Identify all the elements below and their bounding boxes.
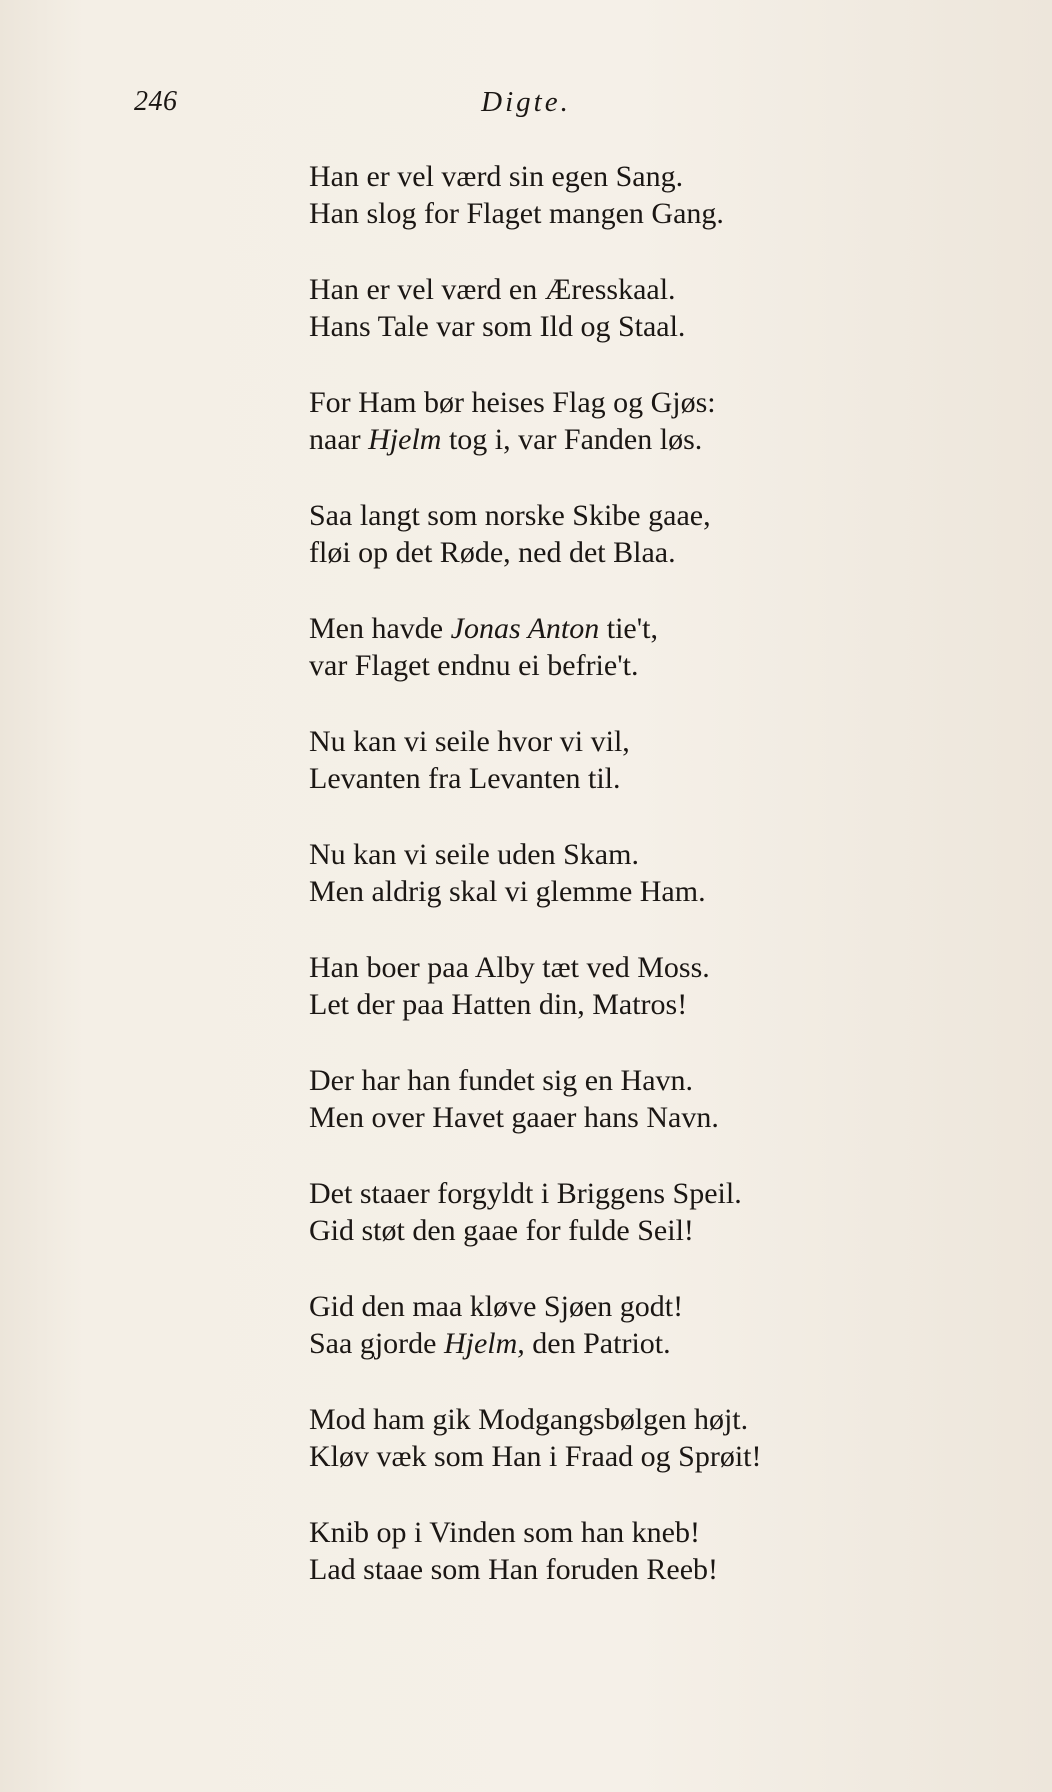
- italic-name: Jonas Anton: [450, 612, 600, 645]
- line-text: Lad staae som Han foruden Reeb!: [309, 1553, 719, 1586]
- poem-line: [309, 647, 949, 684]
- stanza: [309, 271, 949, 345]
- poem: [309, 158, 949, 1627]
- line-text: Let der paa Hatten din, Matros!: [309, 988, 688, 1021]
- line-text: Han er vel værd en Æresskaal.: [309, 273, 676, 306]
- line-text: Men over Havet gaaer hans Navn.: [309, 1101, 719, 1134]
- line-text: Levanten fra Levanten til.: [309, 762, 621, 795]
- poem-line: [309, 1401, 949, 1438]
- poem-line: [309, 497, 949, 534]
- poem-line: [309, 1175, 949, 1212]
- italic-name: Hjelm: [368, 423, 442, 456]
- poem-line: [309, 1325, 949, 1362]
- poem-line: [309, 873, 949, 910]
- line-text: Han er vel værd sin egen Sang.: [309, 160, 684, 193]
- poem-line: [309, 949, 949, 986]
- stanza: [309, 1401, 949, 1475]
- stanza: [309, 836, 949, 910]
- line-text: For Ham bør heises Flag og Gjøs:: [309, 386, 716, 419]
- line-text: Hans Tale var som Ild og Staal.: [309, 310, 686, 343]
- line-text: tog i, var Fanden løs.: [441, 423, 703, 456]
- page-number: 246: [134, 86, 178, 117]
- poem-line: [309, 1099, 949, 1136]
- line-text: var Flaget endnu ei befrie't.: [309, 649, 639, 682]
- stanza: [309, 1175, 949, 1249]
- line-text: fløi op det Røde, ned det Blaa.: [309, 536, 676, 569]
- italic-name: Hjelm,: [443, 1327, 525, 1360]
- line-text: Han slog for Flaget mangen Gang.: [309, 197, 724, 230]
- line-text: Men aldrig skal vi glemme Ham.: [309, 875, 706, 908]
- poem-line: [309, 534, 949, 571]
- line-text: Knib op i Vinden som han kneb!: [309, 1516, 700, 1549]
- poem-line: [309, 421, 949, 458]
- line-text: Gid den maa kløve Sjøen godt!: [309, 1290, 684, 1323]
- line-text: Saa langt som norske Skibe gaae,: [309, 499, 711, 532]
- line-text: Der har han fundet sig en Havn.: [309, 1064, 694, 1097]
- line-text: Det staaer forgyldt i Briggens Speil.: [309, 1177, 742, 1210]
- line-text: Nu kan vi seile uden Skam.: [309, 838, 639, 871]
- line-text: Men havde: [309, 612, 451, 645]
- line-text: naar: [309, 423, 369, 456]
- line-text: Mod ham gik Modgangsbølgen højt.: [309, 1403, 749, 1436]
- line-text: den Patriot.: [524, 1327, 671, 1360]
- poem-line: [309, 760, 949, 797]
- poem-line: [309, 308, 949, 345]
- page-header: [0, 86, 1052, 126]
- line-text: Saa gjorde: [309, 1327, 444, 1360]
- stanza: [309, 158, 949, 232]
- stanza: [309, 949, 949, 1023]
- line-text: Gid støt den gaae for fulde Seil!: [309, 1214, 694, 1247]
- poem-line: [309, 1212, 949, 1249]
- stanza: [309, 1062, 949, 1136]
- stanza: [309, 723, 949, 797]
- stanza: [309, 384, 949, 458]
- poem-line: [309, 610, 949, 647]
- poem-line: [309, 986, 949, 1023]
- poem-line: [309, 384, 949, 421]
- poem-line: [309, 1062, 949, 1099]
- stanza: [309, 1514, 949, 1588]
- stanza: [309, 497, 949, 571]
- poem-line: [309, 723, 949, 760]
- poem-line: [309, 195, 949, 232]
- poem-line: [309, 1288, 949, 1325]
- running-title: Digte.: [481, 86, 571, 118]
- line-text: Han boer paa Alby tæt ved Moss.: [309, 951, 710, 984]
- poem-line: [309, 158, 949, 195]
- line-text: tie't,: [599, 612, 658, 645]
- poem-line: [309, 1551, 949, 1588]
- line-text: Nu kan vi seile hvor vi vil,: [309, 725, 630, 758]
- line-text: Kløv væk som Han i Fraad og Sprøit!: [309, 1440, 762, 1473]
- poem-line: [309, 1514, 949, 1551]
- poem-line: [309, 836, 949, 873]
- poem-line: [309, 271, 949, 308]
- poem-line: [309, 1438, 949, 1475]
- stanza: [309, 610, 949, 684]
- stanza: [309, 1288, 949, 1362]
